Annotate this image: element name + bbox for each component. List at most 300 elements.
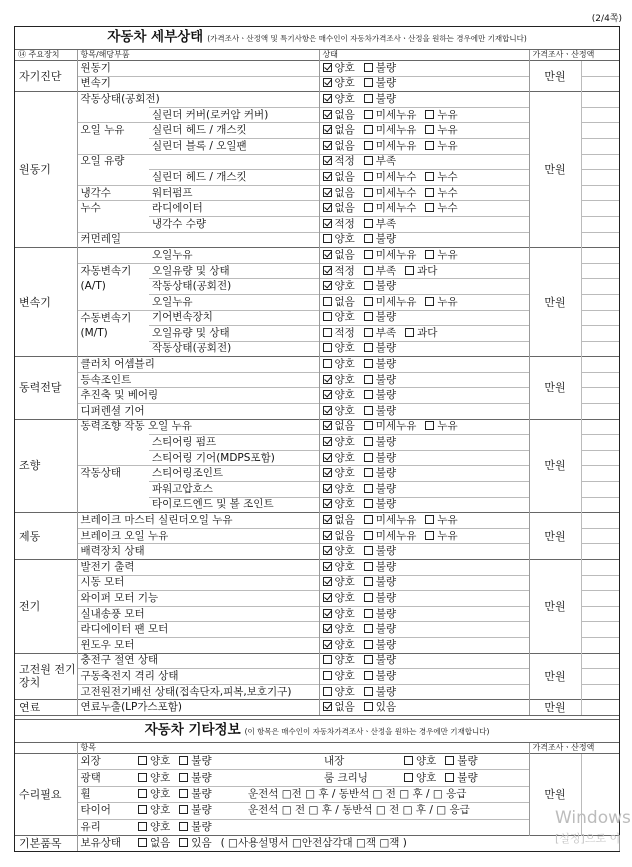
status-checkbox[interactable]	[364, 499, 373, 508]
gloss-bad-checkbox[interactable]	[179, 773, 188, 782]
status-checkbox[interactable]	[323, 281, 332, 290]
status-checkbox[interactable]	[364, 531, 373, 540]
status-checkbox[interactable]	[323, 312, 332, 321]
item-group-label	[77, 216, 149, 232]
header-price: 가격조사ㆍ산정액	[532, 50, 595, 59]
status-option-label: 부족	[375, 217, 397, 230]
status-option-label: 양호	[334, 92, 355, 105]
status-checkbox[interactable]	[364, 515, 373, 524]
status-row	[15, 92, 619, 108]
status-option-label: 불량	[375, 576, 397, 589]
item-label: 시동 모터	[77, 575, 319, 591]
inspection-sheet	[14, 26, 620, 852]
status-checkbox[interactable]	[323, 219, 332, 228]
item-group-label: 냉각수	[77, 185, 149, 201]
status-option-label: 양호	[334, 669, 355, 682]
status-options[interactable]	[319, 466, 529, 482]
status-option-label: 누유	[437, 420, 458, 433]
price-unit: 만원	[529, 61, 581, 92]
status-checkbox[interactable]	[364, 250, 373, 259]
status-checkbox[interactable]	[323, 562, 332, 571]
status-checkbox[interactable]	[425, 125, 434, 134]
price-input-cell[interactable]	[581, 669, 619, 685]
status-checkbox[interactable]	[425, 110, 434, 119]
status-checkbox[interactable]	[323, 297, 332, 306]
status-checkbox[interactable]	[323, 531, 332, 540]
status-options[interactable]	[319, 232, 529, 248]
status-checkbox[interactable]	[364, 406, 373, 415]
etc-title-bar	[15, 719, 619, 742]
status-checkbox[interactable]	[364, 78, 373, 87]
price-input-cell[interactable]	[581, 622, 619, 638]
price-input-cell[interactable]	[581, 279, 619, 295]
price-input-cell[interactable]	[581, 684, 619, 700]
price-input-cell[interactable]	[581, 497, 619, 513]
category-label: 동력전달	[15, 357, 77, 419]
status-checkbox[interactable]	[364, 219, 373, 228]
item-group-label	[77, 248, 149, 264]
status-checkbox[interactable]	[364, 375, 373, 384]
status-checkbox[interactable]	[323, 484, 332, 493]
status-row	[15, 372, 619, 388]
price-input-cell[interactable]	[581, 294, 619, 310]
status-options[interactable]	[319, 357, 529, 373]
status-checkbox[interactable]	[323, 141, 332, 150]
basic-items-label: 기본품목	[15, 835, 77, 851]
item-label: 고전원전기배선 상태(접속단자,피복,보호기구)	[77, 684, 319, 700]
status-row	[15, 123, 619, 139]
status-options[interactable]	[319, 669, 529, 685]
price-input-cell[interactable]	[581, 637, 619, 653]
status-options[interactable]	[319, 341, 529, 357]
status-option-label: 불량	[375, 669, 397, 682]
status-checkbox[interactable]	[364, 266, 373, 275]
status-row	[15, 326, 619, 342]
item-group-label	[77, 294, 149, 310]
status-checkbox[interactable]	[364, 468, 373, 477]
status-option-label: 적정	[334, 155, 355, 168]
status-checkbox[interactable]	[364, 624, 373, 633]
part-label: 실린더 블록 / 오일팬	[149, 138, 319, 154]
status-checkbox[interactable]	[323, 94, 332, 103]
status-options[interactable]	[319, 76, 529, 92]
status-options[interactable]	[319, 279, 529, 295]
status-checkbox[interactable]	[364, 655, 373, 664]
item-group-label	[77, 450, 149, 466]
status-options[interactable]	[319, 154, 529, 170]
status-checkbox[interactable]	[323, 375, 332, 384]
wheel-options[interactable]: 양호 불량	[135, 786, 245, 802]
price-input-cell[interactable]	[581, 606, 619, 622]
status-checkbox[interactable]	[323, 624, 332, 633]
status-checkbox[interactable]	[323, 390, 332, 399]
part-label: 오일누유	[149, 248, 319, 264]
item-group-label: 수동변속기	[77, 310, 149, 326]
price-input-cell[interactable]	[581, 419, 619, 435]
etc-header-item: 항목	[77, 742, 529, 753]
status-option-label: 누수	[437, 170, 458, 183]
status-options[interactable]	[319, 310, 529, 326]
status-checkbox[interactable]	[364, 125, 373, 134]
status-checkbox[interactable]	[405, 328, 414, 337]
status-checkbox[interactable]	[364, 63, 373, 72]
price-input-cell[interactable]	[581, 154, 619, 170]
status-checkbox[interactable]	[364, 188, 373, 197]
price-input-cell[interactable]	[581, 435, 619, 451]
status-options[interactable]	[319, 700, 529, 715]
status-checkbox[interactable]	[323, 266, 332, 275]
status-checkbox[interactable]	[364, 640, 373, 649]
price-input-cell[interactable]	[581, 61, 619, 77]
status-options[interactable]	[319, 653, 529, 669]
price-input-cell[interactable]	[581, 263, 619, 279]
windows-activation-watermark: Windows	[555, 808, 631, 828]
status-option-label: 양호	[334, 451, 355, 464]
price-input-cell[interactable]	[581, 388, 619, 404]
status-option-label: 미세누유	[375, 295, 417, 308]
wheel-label: 휠	[77, 786, 135, 802]
status-options[interactable]	[319, 138, 529, 154]
part-label: 실린더 커버(로커암 커버)	[149, 107, 319, 123]
status-option-label: 없음	[334, 514, 355, 527]
status-option-label: 없음	[334, 124, 355, 137]
status-option-label: 양호	[334, 373, 355, 386]
status-row	[15, 61, 619, 77]
status-checkbox[interactable]	[323, 421, 332, 430]
glass-bad-checkbox[interactable]	[179, 822, 188, 831]
status-checkbox[interactable]	[323, 453, 332, 462]
status-option-label: 없음	[334, 295, 355, 308]
status-checkbox[interactable]	[425, 531, 434, 540]
status-option-label: 적정	[334, 217, 355, 230]
status-checkbox[interactable]	[364, 390, 373, 399]
status-row	[15, 404, 619, 420]
glass-options[interactable]: 양호 불량	[135, 819, 529, 835]
status-checkbox[interactable]	[364, 453, 373, 462]
status-options[interactable]	[319, 575, 529, 591]
status-options[interactable]	[319, 482, 529, 498]
status-checkbox[interactable]	[364, 609, 373, 618]
price-input-cell[interactable]	[581, 107, 619, 123]
status-checkbox[interactable]	[425, 421, 434, 430]
status-options[interactable]	[319, 216, 529, 232]
status-checkbox[interactable]	[364, 110, 373, 119]
status-row	[15, 419, 619, 435]
status-checkbox[interactable]	[364, 297, 373, 306]
price-unit: 만원	[529, 357, 581, 419]
repair-needed-label: 수리필요	[15, 753, 77, 835]
status-checkbox[interactable]	[323, 359, 332, 368]
status-row	[15, 341, 619, 357]
item-group-label	[77, 497, 149, 513]
interior-good-checkbox[interactable]	[404, 756, 413, 765]
status-options[interactable]	[319, 591, 529, 607]
status-checkbox[interactable]	[364, 343, 373, 352]
status-row	[15, 513, 619, 529]
price-input-cell[interactable]	[581, 372, 619, 388]
status-checkbox[interactable]	[364, 484, 373, 493]
status-checkbox[interactable]	[323, 188, 332, 197]
tire-detail[interactable]: 운전석 □ 전 □ 후 / 동반석 □ 전 □ 후 / □ 응급	[245, 803, 529, 819]
glass-good-checkbox[interactable]	[138, 822, 147, 831]
price-input-cell[interactable]	[581, 310, 619, 326]
status-row	[15, 622, 619, 638]
item-group-label	[77, 138, 149, 154]
status-options[interactable]	[319, 606, 529, 622]
tire-good-checkbox[interactable]	[138, 805, 147, 814]
gloss-good-checkbox[interactable]	[138, 773, 147, 782]
status-checkbox[interactable]	[364, 702, 373, 711]
header-status: 상태	[319, 50, 529, 61]
status-options[interactable]	[319, 170, 529, 186]
status-checkbox[interactable]	[364, 546, 373, 555]
status-checkbox[interactable]	[323, 172, 332, 181]
status-checkbox[interactable]	[323, 515, 332, 524]
status-options[interactable]	[319, 544, 529, 560]
price-input-cell[interactable]	[581, 700, 619, 715]
price-input-cell[interactable]	[581, 341, 619, 357]
status-checkbox[interactable]	[323, 640, 332, 649]
wheel-good-checkbox[interactable]	[138, 789, 147, 798]
tire-bad-checkbox[interactable]	[179, 805, 188, 814]
item-sub-label: (A/T)	[80, 280, 106, 293]
status-options[interactable]	[319, 450, 529, 466]
status-checkbox[interactable]	[323, 63, 332, 72]
price-input-cell[interactable]	[581, 591, 619, 607]
status-checkbox[interactable]	[364, 687, 373, 696]
status-checkbox[interactable]	[323, 234, 332, 243]
price-input-cell[interactable]	[581, 76, 619, 92]
status-checkbox[interactable]	[425, 141, 434, 150]
wheel-bad-checkbox[interactable]	[179, 789, 188, 798]
status-option-label: 미세누유	[375, 420, 417, 433]
status-checkbox[interactable]	[405, 266, 414, 275]
status-checkbox[interactable]	[425, 250, 434, 259]
item-label: 작동상태(공회전)	[77, 92, 319, 108]
status-option-label: 누수	[437, 202, 458, 215]
status-options[interactable]	[319, 61, 529, 77]
status-option-label: 부족	[375, 326, 397, 339]
status-checkbox[interactable]	[425, 515, 434, 524]
status-option-label: 불량	[375, 591, 397, 604]
price-input-cell[interactable]	[581, 528, 619, 544]
part-label: 오일유량 및 상태	[149, 263, 319, 279]
kept-none-checkbox[interactable]	[138, 838, 147, 847]
status-options[interactable]	[319, 497, 529, 513]
price-input-cell[interactable]	[581, 404, 619, 420]
status-checkbox[interactable]	[323, 655, 332, 664]
status-checkbox[interactable]	[425, 203, 434, 212]
item-label: 연료누출(LP가스포함)	[77, 700, 319, 715]
status-row	[15, 357, 619, 373]
status-checkbox[interactable]	[323, 593, 332, 602]
status-option-label: 과다	[417, 326, 438, 339]
status-option-label: 불량	[375, 342, 397, 355]
status-option-label: 미세누유	[375, 529, 417, 542]
item-label: 동력조향 작동 오일 누유	[77, 419, 319, 435]
status-options[interactable]	[319, 419, 529, 435]
status-checkbox[interactable]	[364, 577, 373, 586]
status-option-label: 없음	[334, 248, 355, 261]
status-options[interactable]	[319, 684, 529, 700]
status-option-label: 불량	[375, 280, 397, 293]
status-options[interactable]	[319, 92, 529, 108]
price-input-cell[interactable]	[581, 544, 619, 560]
status-options[interactable]	[319, 107, 529, 123]
status-option-label: 불량	[375, 638, 397, 651]
price-input-cell[interactable]	[581, 170, 619, 186]
status-row	[15, 310, 619, 326]
status-options[interactable]	[319, 404, 529, 420]
status-options[interactable]	[319, 185, 529, 201]
status-options[interactable]	[319, 622, 529, 638]
price-input-cell[interactable]	[581, 123, 619, 139]
price-input-cell[interactable]	[581, 248, 619, 264]
status-checkbox[interactable]	[323, 609, 332, 618]
price-input-cell[interactable]	[581, 653, 619, 669]
price-input-cell[interactable]	[581, 560, 619, 576]
status-checkbox[interactable]	[364, 359, 373, 368]
status-checkbox[interactable]	[323, 468, 332, 477]
part-label: 실린더 헤드 / 개스킷	[149, 123, 319, 139]
status-row	[15, 450, 619, 466]
status-checkbox[interactable]	[364, 141, 373, 150]
price-input-cell[interactable]	[581, 326, 619, 342]
price-input-cell[interactable]	[581, 482, 619, 498]
status-checkbox[interactable]	[323, 437, 332, 446]
room-clean-options[interactable]: 양호 불량	[401, 770, 529, 786]
status-options[interactable]	[319, 123, 529, 139]
status-options[interactable]	[319, 248, 529, 264]
status-options[interactable]	[319, 435, 529, 451]
status-option-label: 미세누유	[375, 108, 417, 121]
item-group-label: 작동상태	[77, 466, 149, 482]
interior-bad-checkbox[interactable]	[445, 756, 454, 765]
exterior-good-checkbox[interactable]	[138, 756, 147, 765]
status-checkbox[interactable]	[323, 546, 332, 555]
status-checkbox[interactable]	[364, 421, 373, 430]
status-checkbox[interactable]	[364, 234, 373, 243]
kept-status-options[interactable]: 없음 있음 ( □사용설명서 □안전삼각대 □잭 □잭 )	[135, 835, 619, 851]
price-input-cell[interactable]	[581, 357, 619, 373]
status-checkbox[interactable]	[323, 156, 332, 165]
status-checkbox[interactable]	[323, 125, 332, 134]
room-clean-good-checkbox[interactable]	[404, 773, 413, 782]
price-input-cell[interactable]	[581, 466, 619, 482]
status-checkbox[interactable]	[364, 437, 373, 446]
status-row	[15, 482, 619, 498]
price-input-cell[interactable]	[581, 450, 619, 466]
item-group-label: 오일 누유	[77, 123, 149, 139]
status-checkbox[interactable]	[323, 343, 332, 352]
status-option-label: 불량	[375, 498, 397, 511]
price-input-cell[interactable]	[581, 575, 619, 591]
price-input-cell[interactable]	[581, 138, 619, 154]
interior-options[interactable]: 양호 불량	[401, 753, 529, 769]
gloss-options[interactable]: 양호 불량	[135, 770, 321, 786]
status-options[interactable]	[319, 637, 529, 653]
part-label: 냉각수 수량	[149, 216, 319, 232]
status-checkbox[interactable]	[323, 203, 332, 212]
status-checkbox[interactable]	[323, 110, 332, 119]
status-options[interactable]	[319, 388, 529, 404]
price-input-cell[interactable]	[581, 185, 619, 201]
status-options[interactable]	[319, 372, 529, 388]
item-group-label: 누수	[77, 201, 149, 217]
status-row	[15, 76, 619, 92]
price-input-cell[interactable]	[581, 513, 619, 529]
status-checkbox[interactable]	[323, 406, 332, 415]
status-options[interactable]	[319, 294, 529, 310]
status-options[interactable]	[319, 528, 529, 544]
tire-options[interactable]: 양호 불량	[135, 803, 245, 819]
status-checkbox[interactable]	[364, 156, 373, 165]
detail-title: 자동차 세부상태	[107, 29, 204, 45]
status-checkbox[interactable]	[364, 312, 373, 321]
status-option-label: 양호	[334, 607, 355, 620]
price-input-cell[interactable]	[581, 201, 619, 217]
wheel-detail[interactable]: 운전석 □전 □ 후 / 동반석 □ 전 □ 후 / □ 응급	[245, 786, 529, 802]
item-label: 배력장치 상태	[77, 544, 319, 560]
kept-have-checkbox[interactable]	[179, 838, 188, 847]
status-checkbox[interactable]	[323, 687, 332, 696]
item-label: 디퍼렌셜 기어	[77, 404, 319, 420]
status-checkbox[interactable]	[323, 250, 332, 259]
status-row	[15, 497, 619, 513]
status-checkbox[interactable]	[425, 297, 434, 306]
status-checkbox[interactable]	[323, 577, 332, 586]
status-checkbox[interactable]	[323, 328, 332, 337]
status-checkbox[interactable]	[364, 328, 373, 337]
status-checkbox[interactable]	[425, 172, 434, 181]
category-label: 연료	[15, 700, 77, 715]
status-checkbox[interactable]	[364, 281, 373, 290]
status-checkbox[interactable]	[364, 593, 373, 602]
etc-price-unit: 만원	[529, 753, 581, 835]
status-checkbox[interactable]	[323, 78, 332, 87]
exterior-options[interactable]: 양호 불량	[135, 753, 321, 769]
status-checkbox[interactable]	[364, 671, 373, 680]
exterior-bad-checkbox[interactable]	[179, 756, 188, 765]
item-label: 오일 유량	[77, 154, 319, 170]
price-input-cell[interactable]	[581, 232, 619, 248]
price-input-cell[interactable]	[581, 216, 619, 232]
status-options[interactable]	[319, 513, 529, 529]
status-option-label: 불량	[375, 685, 397, 698]
status-option-label: 양호	[334, 436, 355, 449]
status-checkbox[interactable]	[364, 562, 373, 571]
status-checkbox[interactable]	[364, 203, 373, 212]
status-checkbox[interactable]	[323, 671, 332, 680]
status-options[interactable]	[319, 560, 529, 576]
price-input-cell[interactable]	[581, 92, 619, 108]
status-option-label: 누유	[437, 514, 458, 527]
status-option-label: 불량	[375, 623, 397, 636]
status-checkbox[interactable]	[323, 702, 332, 711]
status-row	[15, 575, 619, 591]
status-option-label: 양호	[334, 576, 355, 589]
status-checkbox[interactable]	[425, 188, 434, 197]
room-clean-bad-checkbox[interactable]	[445, 773, 454, 782]
status-checkbox[interactable]	[323, 499, 332, 508]
status-checkbox[interactable]	[364, 94, 373, 103]
item-label: 라디에이터 팬 모터	[77, 622, 319, 638]
status-options[interactable]	[319, 326, 529, 342]
status-options[interactable]	[319, 263, 529, 279]
item-label: 브레이크 오일 누유	[77, 528, 319, 544]
status-checkbox[interactable]	[364, 172, 373, 181]
status-options[interactable]	[319, 201, 529, 217]
